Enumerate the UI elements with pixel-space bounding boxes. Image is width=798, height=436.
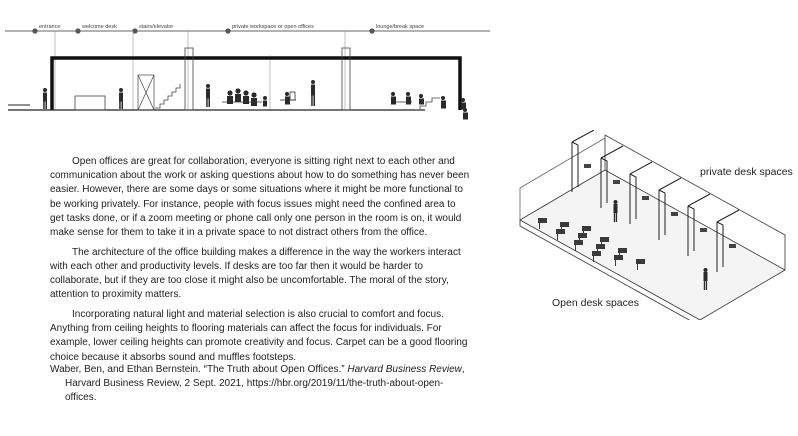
desk-leg [557, 234, 558, 240]
open-desk [538, 218, 547, 223]
label-open-desk-spaces: Open desk spaces [552, 297, 639, 309]
open-desk [574, 240, 583, 245]
building-section-drawing [0, 0, 798, 130]
label-lounge-break-space: lounge/break space [376, 24, 425, 30]
welcome-desk [75, 96, 105, 110]
citation [50, 363, 470, 406]
open-desk [636, 259, 645, 264]
people-figures [43, 80, 468, 120]
booth-desk [729, 244, 736, 248]
axonometric-office-diagram [500, 130, 798, 320]
body-text [50, 155, 470, 370]
booth-desk [613, 180, 620, 184]
booth-desk [671, 212, 678, 216]
label-stairs-elevator: stairs/elevator [139, 24, 174, 30]
label-entrance: entrance [39, 24, 61, 30]
label-private-workspace: private workspace or open offices [232, 24, 314, 30]
open-desk [600, 237, 609, 242]
open-desk [614, 255, 623, 260]
open-desk [596, 244, 605, 249]
citation-authors: Waber, Ben, and Ethan Bernstein. “The Truth about Open Offices.” [50, 364, 348, 375]
desk-leg [593, 256, 594, 262]
open-desk [578, 233, 587, 238]
citation-rest: , Harvard Business Review, 2 Sept. 2021, https://hbr.org/2019/11/the-truth-about-open-offices. [65, 364, 465, 404]
open-desk [556, 229, 565, 234]
open-desk [582, 226, 591, 231]
paragraph-open-offices: Open offices are great for collaboration, everyone is sitting right next to each other and communication about the work or asking questions about how to do something has never been easier. However, there are some days or some situations where it might be more functional to be working privately. For instance, people with focus issues might need the confined area to get tasks done, or if a zoom meeting or phone call only one person in the room is on, it would make sense for them to take it in a private space to not distract others from the office. [50, 156, 470, 239]
section-label-row [0, 24, 798, 38]
elevator [138, 75, 154, 110]
label-private-desk-spaces: private desk spaces [700, 166, 793, 178]
stairs [155, 84, 180, 108]
desk-leg [615, 260, 616, 266]
open-desk [618, 248, 627, 253]
paragraph-architecture: The architecture of the office building makes a difference in the way the workers interact with each other and productivity levels. If desks are too far then it would be harder to collaborate, but if they are too close it might also be uncomfortable. The moral of the story, attention to proximity matters. [50, 246, 461, 301]
booth-desk [642, 196, 649, 200]
desk-leg [637, 264, 638, 270]
label-welcome-desk: welcome desk [82, 24, 117, 30]
paragraph-natural-light: Incorporating natural light and material selection is also crucial to comfort and focus. Anything from ceiling heights to flooring materials can affect the focus for individuals. For example, lower ceiling heights can promote creativity and focus. Carpet can be a good flooring choice because it absorbs sound and muffles footsteps. [50, 309, 468, 363]
open-desk [560, 222, 569, 227]
open-desk [592, 251, 601, 256]
desk-leg [539, 223, 540, 229]
citation-journal: Harvard Business Review [347, 364, 462, 375]
desk-leg [575, 245, 576, 251]
booth-desk [584, 164, 591, 168]
booth-desk [700, 228, 707, 232]
